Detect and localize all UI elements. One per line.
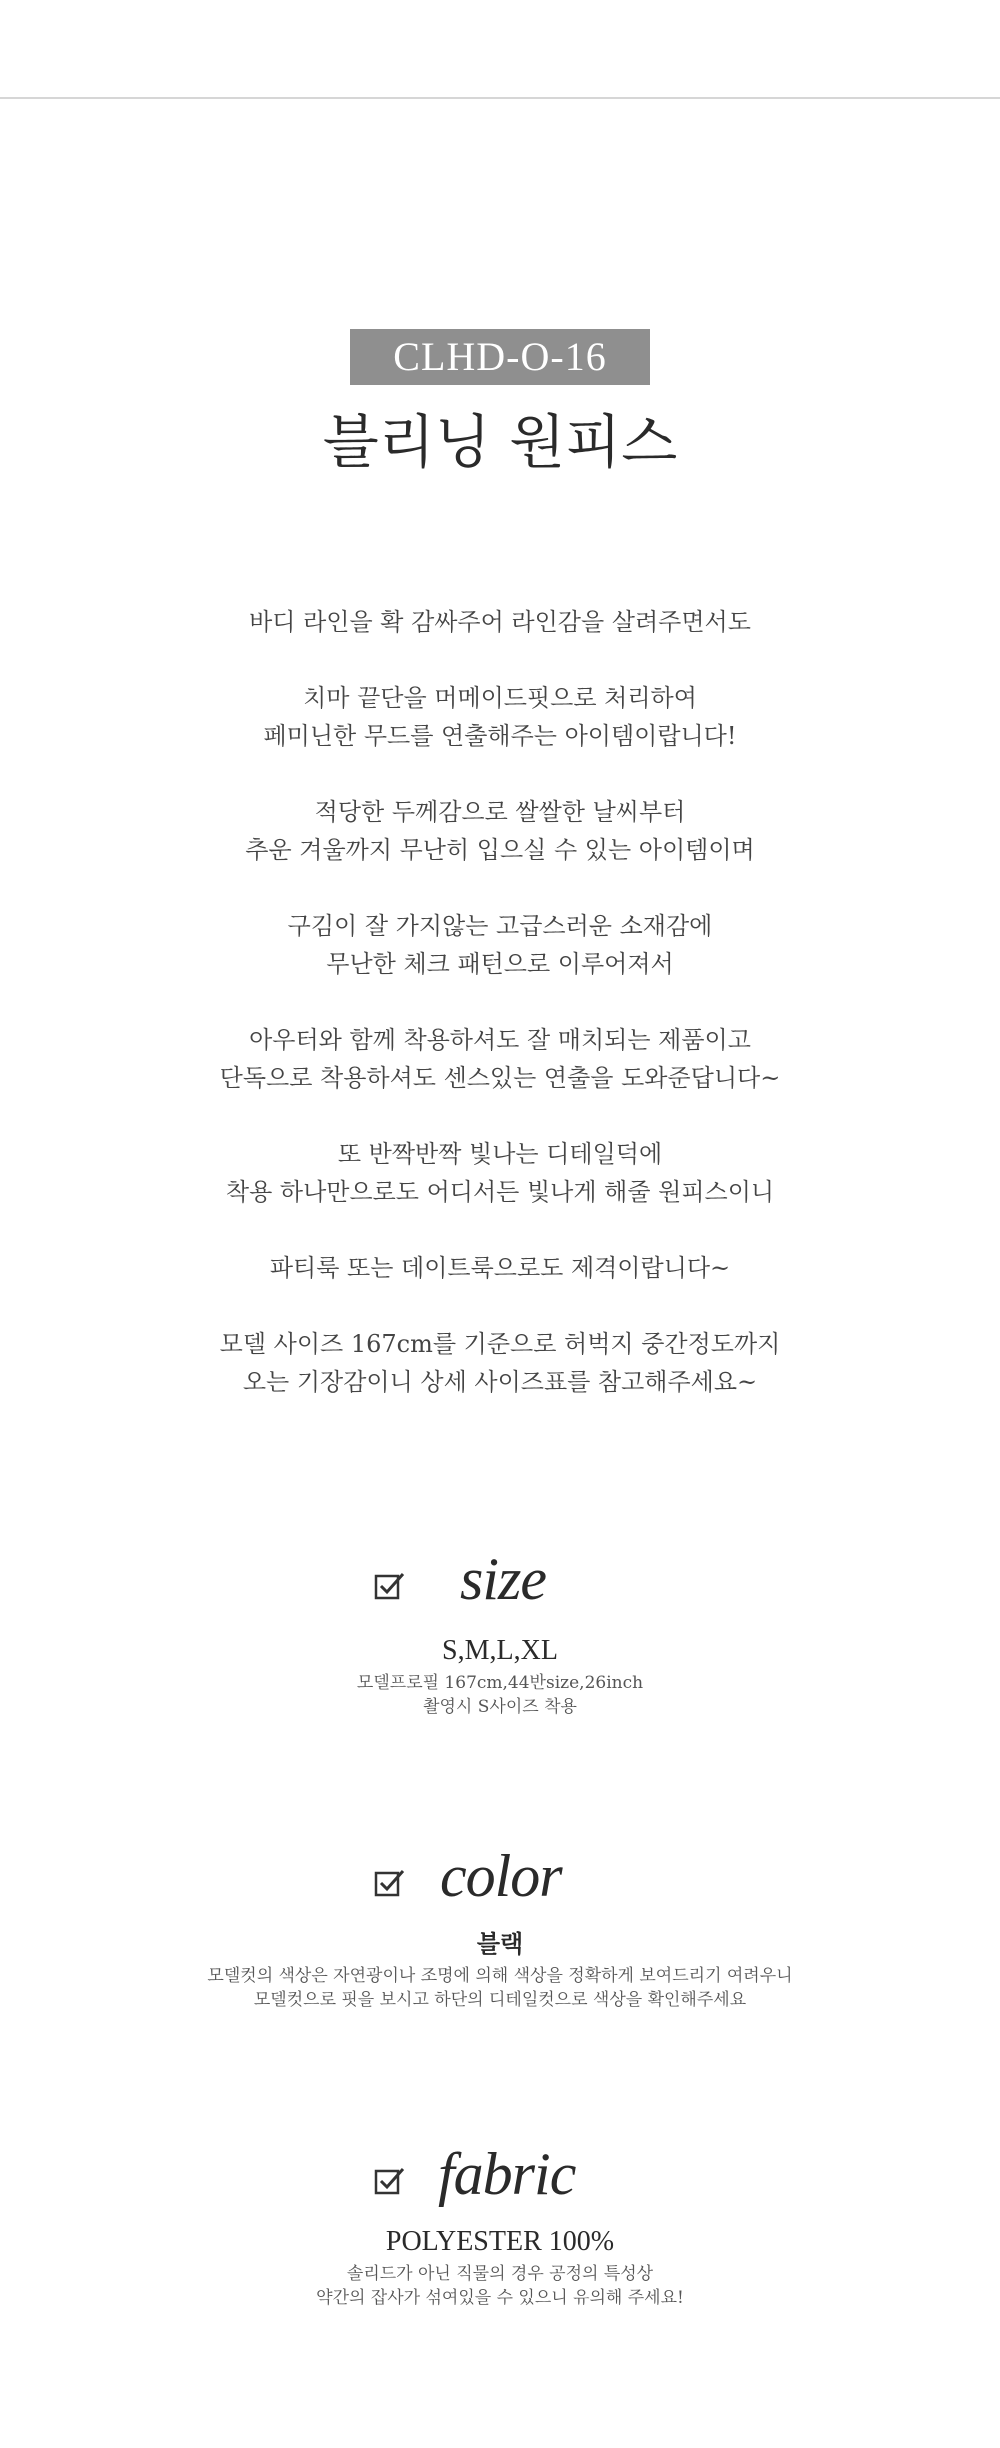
description-line: 단독으로 착용하셔도 센스있는 연출을 도와준답니다~ [219,1064,781,1092]
size-note-line: 촬영시 S사이즈 착용 [423,1697,577,1717]
description-line: 구김이 잘 가지않는 고급스러운 소재감에 [287,912,713,940]
color-section-header [0,1832,1000,1922]
checkbox-check-icon [373,1866,407,1900]
description-line: 모델 사이즈 167cm를 기준으로 허벅지 중간정도까지 [219,1330,781,1358]
size-section-title: size [460,1546,546,1612]
checkbox-check-icon [373,2164,407,2198]
product-description [0,603,1000,1439]
fabric-section-header [0,2130,1000,2220]
description-line: 페미닌한 무드를 연출해주는 아이템이랍니다! [263,722,737,750]
description-paragraph [0,907,1000,983]
description-paragraph [0,793,1000,869]
size-notes [0,1671,1000,1719]
description-paragraph [0,679,1000,755]
checkbox-check-icon [373,1569,407,1603]
top-divider [0,97,1000,99]
description-line: 아우터와 함께 착용하셔도 잘 매치되는 제품이고 [249,1026,751,1054]
description-paragraph [0,1249,1000,1287]
description-paragraph [0,1021,1000,1097]
fabric-section [0,2130,1000,2310]
color-section [0,1832,1000,2012]
description-line: 치마 끝단을 머메이드핏으로 처리하여 [303,684,697,712]
description-line: 추운 겨울까지 무난히 입으실 수 있는 아이템이며 [245,836,755,864]
description-line: 무난한 체크 패턴으로 이루어져서 [326,950,674,978]
description-line: 오는 기장감이니 상세 사이즈표를 참고해주세요~ [242,1368,758,1396]
fabric-note-line: 솔리드가 아닌 직물의 경우 공정의 특성상 [346,2264,654,2284]
description-line: 또 반짝반짝 빛나는 디테일덕에 [337,1140,663,1168]
color-note-line: 모델컷의 색상은 자연광이나 조명에 의해 색상을 정확하게 보여드리기 여려우니 [207,1966,793,1986]
fabric-notes [0,2262,1000,2310]
color-notes [0,1964,1000,2012]
description-line: 적당한 두께감으로 쌀쌀한 날씨부터 [314,798,686,826]
description-line: 바디 라인을 확 감싸주어 라인감을 살려주면서도 [249,608,751,636]
description-paragraph [0,1135,1000,1211]
size-section-header [0,1535,1000,1625]
color-value: 블랙 [476,1929,524,1958]
product-title: 블리닝 원피스 [322,408,678,476]
size-values: S,M,L,XL [442,1635,558,1666]
color-note-line: 모델컷으로 핏을 보시고 하단의 디테일컷으로 색상을 확인해주세요 [253,1990,747,2010]
color-section-title: color [440,1843,562,1909]
size-section [0,1535,1000,1719]
product-code-badge: CLHD-O-16 [350,329,650,385]
fabric-section-title: fabric [438,2141,576,2207]
fabric-note-line: 약간의 잡사가 섞여있을 수 있으니 유의해 주세요! [316,2288,684,2308]
description-paragraph [0,1325,1000,1401]
description-line: 파티룩 또는 데이트룩으로도 제격이랍니다~ [269,1254,731,1282]
description-paragraph [0,603,1000,641]
size-note-line: 모델프로필 167cm,44반size,26inch [356,1673,644,1693]
fabric-value: POLYESTER 100% [385,2226,615,2257]
description-line: 착용 하나만으로도 어디서든 빛나게 해줄 원피스이니 [225,1178,775,1206]
